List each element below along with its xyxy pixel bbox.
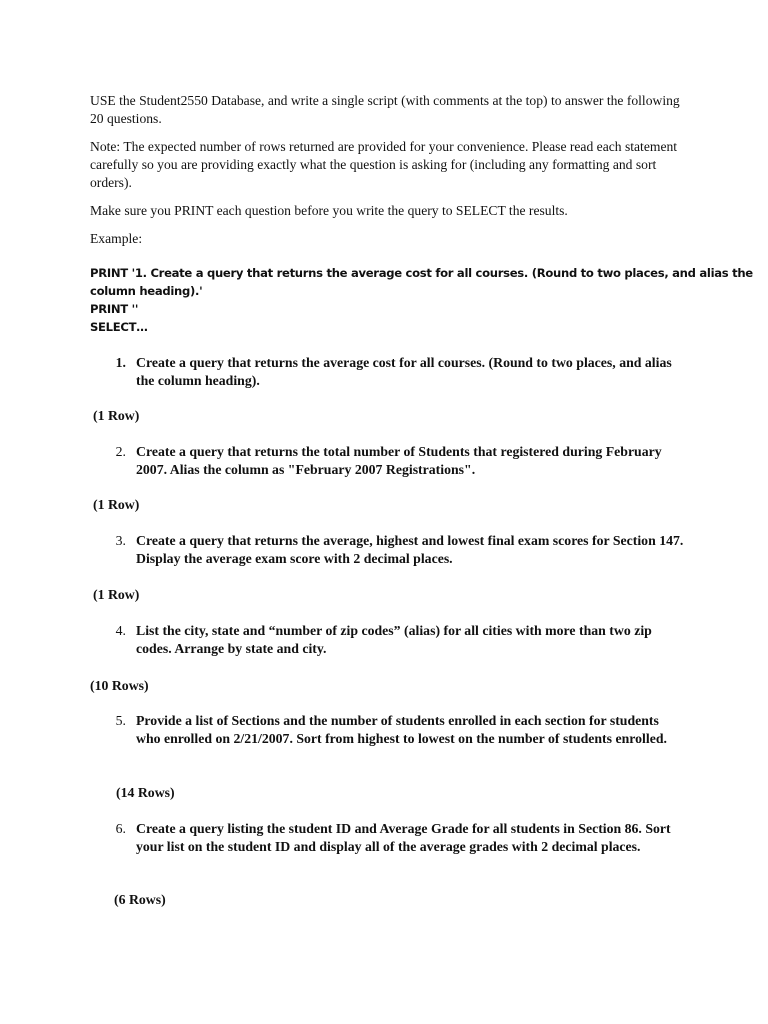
question-2 — [104, 443, 684, 479]
question-text: Create a query listing the student ID and Average Grade for all students in Section 86. Sort your list on the student ID and display all of the average grades with 2 decimal places. — [136, 821, 671, 854]
row-count: (1 Row) — [93, 497, 140, 512]
row-count: (1 Row) — [93, 408, 140, 423]
question-4 — [104, 622, 684, 658]
example-label: Example: — [90, 231, 143, 246]
question-1 — [104, 354, 684, 390]
code-line: column heading).' — [90, 284, 203, 298]
question-text: Create a query that returns the total number of Students that registered during February 2007. Alias the column as "February 2007 Registrations". — [136, 444, 662, 477]
question-5 — [104, 712, 684, 748]
question-number: 1. — [115, 355, 126, 370]
question-number: 5. — [115, 713, 126, 728]
row-count: (1 Row) — [93, 587, 140, 602]
example-code-block — [90, 264, 753, 336]
question-number: 2. — [115, 444, 126, 459]
code-line: PRINT '1. Create a query that returns the average cost for all courses. (Round to two places, and alias the — [90, 266, 753, 280]
row-count: (6 Rows) — [114, 892, 166, 907]
code-line: SELECT… — [90, 320, 148, 334]
intro-paragraph: USE the Student2550 Database, and write a single script (with comments at the top) to answer the following 20 questions. — [90, 93, 680, 126]
question-number: 4. — [115, 623, 126, 638]
row-count: (14 Rows) — [116, 785, 175, 800]
question-number: 3. — [115, 533, 126, 548]
print-instruction: Make sure you PRINT each question before you write the query to SELECT the results. — [90, 203, 568, 218]
code-line: PRINT '' — [90, 302, 139, 316]
question-text: List the city, state and “number of zip codes” (alias) for all cities with more than two zip codes. Arrange by state and city. — [136, 623, 652, 656]
question-text: Provide a list of Sections and the number of students enrolled in each section for students who enrolled on 2/21/2007. Sort from highest to lowest on the number of students enrolled. — [136, 713, 667, 746]
row-count: (10 Rows) — [90, 678, 149, 693]
note-paragraph: Note: The expected number of rows returned are provided for your convenience. Please read each statement carefully so you are providing exactly what the question is asking for (including any formatting and sort orders). — [90, 139, 678, 190]
question-6 — [104, 820, 684, 856]
question-text: Create a query that returns the average cost for all courses. (Round to two places, and alias the column heading). — [136, 355, 672, 388]
question-number: 6. — [115, 821, 126, 836]
question-3 — [104, 532, 684, 568]
question-text: Create a query that returns the average, highest and lowest final exam scores for Section 147. Display the average exam score with 2 decimal places. — [136, 533, 684, 566]
